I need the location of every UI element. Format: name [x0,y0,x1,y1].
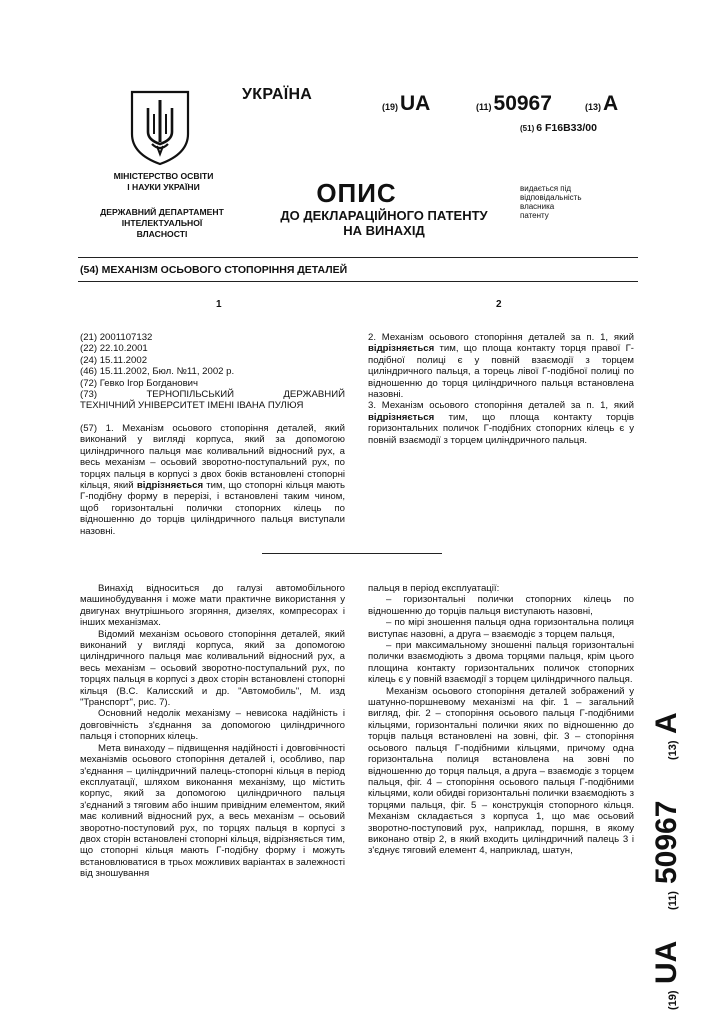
ipc-classification [520,122,597,134]
desc-paragraph: Мета винаходу – підвищення надійності і довговічності механізмів осьового стопоріння деталей і, особливо, пар з'єднання – циліндричний палець-стопорні кільця в період експлуатації, шляхом виконання механізму, що містить корпус, який за допомогою циліндричного пальця з'єднаний з тяговим або іншим привідним елементом, який має коливний відносний рух, а весь механізм – осьовий зворотно-поступовий рух, по торцях пальця в корпусі з двох сторін встановлені стопорні кільця, відрізняється тим, що стопорні кільця мають Г-подібну форму і можуть встановлюватися в трьох можливих варіантах в залежності від зношування [80,742,345,880]
claim-3 [368,400,634,446]
code11-value: 50967 [493,92,552,115]
desc-paragraph: Винахід відноситься до галузі автомобільного машинобудування і може мати практичне використання у двигунах внутрішнього згоряння, дизелях, компресорах і інших механізмах. [80,583,345,629]
ministry-name [96,171,231,193]
field-22: (22) 22.10.2001 [80,343,148,355]
claim-2 [368,332,634,400]
country-name: УКРАЇНА [242,86,313,103]
claim-3-keyword: відрізняється [368,411,435,423]
desc-list-item: – при максимальному зношенні пальця горизонтальні полички взаємодіють з двома торцями пальця, крім цього площина контакту горизонтальних поличок стопорних кілець є у повній взаємодії з торцем циліндричного пальця. [368,640,634,686]
issued-line-4: патенту [520,211,549,220]
field-73-rest: ТЕХНІЧНИЙ УНІВЕРСИТЕТ ІМЕНІ ІВАНА ПУЛЮЯ [80,400,304,412]
invention-title: (54) МЕХАНІЗМ ОСЬОВОГО СТОПОРІННЯ ДЕТАЛЕЙ [80,264,348,276]
desc-paragraph: пальця в період експлуатації: [368,583,500,594]
code13-tag: (13) [585,102,602,112]
code13-value: A [603,92,619,115]
claim-2-text-end: тим, що площа контакту торця правої Г-подібної полиці є у повній взаємодії з торцем циліндричного пальця, а торець лівої Г-подібної полиці по відношенню до торця циліндричного пальця встановлена назовні. [368,343,634,401]
side-kind: A [650,712,683,734]
patent-number [476,92,552,116]
document-subtitle [244,208,524,238]
divider-title [78,281,638,282]
desc-paragraph: Механізм осьового стопоріння деталей зображений у шатунно-поршневому механізмі на фіг. 1 – загальний вигляд, фіг. 2 – стопоріння осьового пальця Г-подібними кільцями, горизонтальні полички яких по відношенню до торців пальця встановлені на зовні, фіг. 3 – стопоріння осьового пальця Г-подібними кільцями, причому одна горизонтальна полиця встановлена на зовні по відношенню до торця пальця, а друга – взаємодіє з торцем пальця, фіг. 4 – стопоріння осьового пальця Г-подібними кільцями, коли обидві горизонтальні полички взаємодіють з торцями пальця, фіг. 5 – конструкція стопорного кільця. Механізм складається з корпуса 1, що має осьовий зворотно-поступовий рух, наприклад, поршня, в якому виконано отвір 2, в який входить циліндричний палець 3 і з'єднує тяговий елемент 4, наприклад, шатун, [368,685,634,857]
department-line-2: ІНТЕЛЕКТУАЛЬНОЇ [121,218,203,228]
claims-left-column [80,423,345,537]
claim-1 [80,423,345,537]
side-patent-identifier [646,580,688,1010]
side-number: 50967 [650,800,683,884]
field-73-word2: ДЕРЖАВНИЙ [283,389,345,401]
desc-list-item: – по мірі зношення пальця одна горизонтальна полиця виступає назовні, а друга – взаємодіє з торцем пальця, [368,617,634,640]
ministry-line-2: І НАУКИ УКРАЇНИ [127,182,200,192]
document-kind [585,92,618,116]
column-number-right: 2 [496,299,502,310]
coat-of-arms-emblem [128,88,192,166]
subtitle-line-1: ДО ДЕКЛАРАЦІЙНОГО ПАТЕНТУ [280,208,488,223]
desc-paragraph: Відомий механізм осьового стопоріння деталей, який виконаний у вигляді корпуса, який за допомогою циліндричного пальця має коливальний відносний рух, а весь механізм – осьовий зворотно-поступальний рух, по торцях пальця в корпусі з двох сторін встановлені стопорні кільця (В.С. Калисский и др. "Автомобиль", М. изд "Транспорт", рис. 7). [80,628,345,709]
side-tag13: (13) [667,740,679,760]
field-73 [80,389,345,400]
claims-right-column [368,332,634,446]
ipc-value: 6 F16B33/00 [536,122,597,134]
ipc-tag: (51) [520,124,535,133]
field-72: (72) Гевко Ігор Богданович [80,377,199,389]
claim-1-keyword: відрізняється [136,480,204,492]
divider-top [78,257,638,258]
claim-2-keyword: відрізняється [368,343,435,355]
code19-value: UA [400,92,431,115]
description-right-column [368,583,634,857]
field-73-word1: ТЕРНОПІЛЬСЬКИЙ [146,389,235,401]
country-code [382,92,430,116]
issued-note [520,184,620,220]
issued-line-1: видається під [520,184,572,193]
claim-1-text-end: тим, що стопорні кільця мають Г-подібну форму в перерізі, і встановлені таким чином, щоб горизонтальні полички стопорних кілець по відношенню до торців циліндричного пальця виступали назовні. [80,480,345,537]
code11-tag: (11) [476,102,492,112]
department-line-3: ВЛАСНОСТІ [136,229,188,239]
claim-3-text: 3. Механізм осьового стопоріння деталей за п. 1, який [368,400,634,412]
desc-list-item: – горизонтальні полички стопорних кілець по відношенню до торців пальця виступають назовні, [368,594,634,617]
department-name [82,207,242,240]
column-number-left: 1 [216,299,222,310]
department-line-1: ДЕРЖАВНИЙ ДЕПАРТАМЕНТ [100,207,224,217]
claim-2-text: 2. Механізм осьового стопоріння деталей за п. 1, який [368,332,634,343]
field-73-tag: (73) [80,389,98,401]
desc-paragraph: Основний недолік механізму – невисока надійність і довговічність з'єднання за допомогою циліндричного пальця і стопорних кілець. [80,708,345,743]
code19-tag: (19) [382,102,399,112]
claim-3-text-end: тим, що площа контакту торців горизонтальних поличок Г-подібних стопорних кілець є у повній взаємодії з торцем циліндричного пальця. [368,411,634,446]
side-tag19: (19) [667,990,679,1010]
description-left-column [80,583,345,880]
field-21: (21) 2001107132 [80,332,153,343]
issued-line-2: відповідальність [520,193,582,202]
ministry-line-1: МІНІСТЕРСТВО ОСВІТИ [113,171,214,181]
field-24: (24) 15.11.2002 [80,354,148,366]
side-ua: UA [650,940,683,984]
subtitle-line-2: НА ВИНАХІД [343,223,425,238]
issued-line-3: власника [520,202,555,211]
bibliographic-data [80,332,345,412]
claim-1-text: (57) 1. Механізм осьового стопоріння деталей, який виконаний у вигляді корпуса, який за допомогою циліндричного пальця має коливальний відносний рух, а весь механізм – осьовий зворотно-поступальний рух, по торцях пальця в корпусі з двох боків встановлені стопорні кільця, який [80,423,345,492]
section-divider [262,553,442,554]
side-tag11: (11) [667,891,679,910]
document-type-title: ОПИС [316,178,397,208]
field-46: (46) 15.11.2002, Бюл. №11, 2002 р. [80,366,235,378]
